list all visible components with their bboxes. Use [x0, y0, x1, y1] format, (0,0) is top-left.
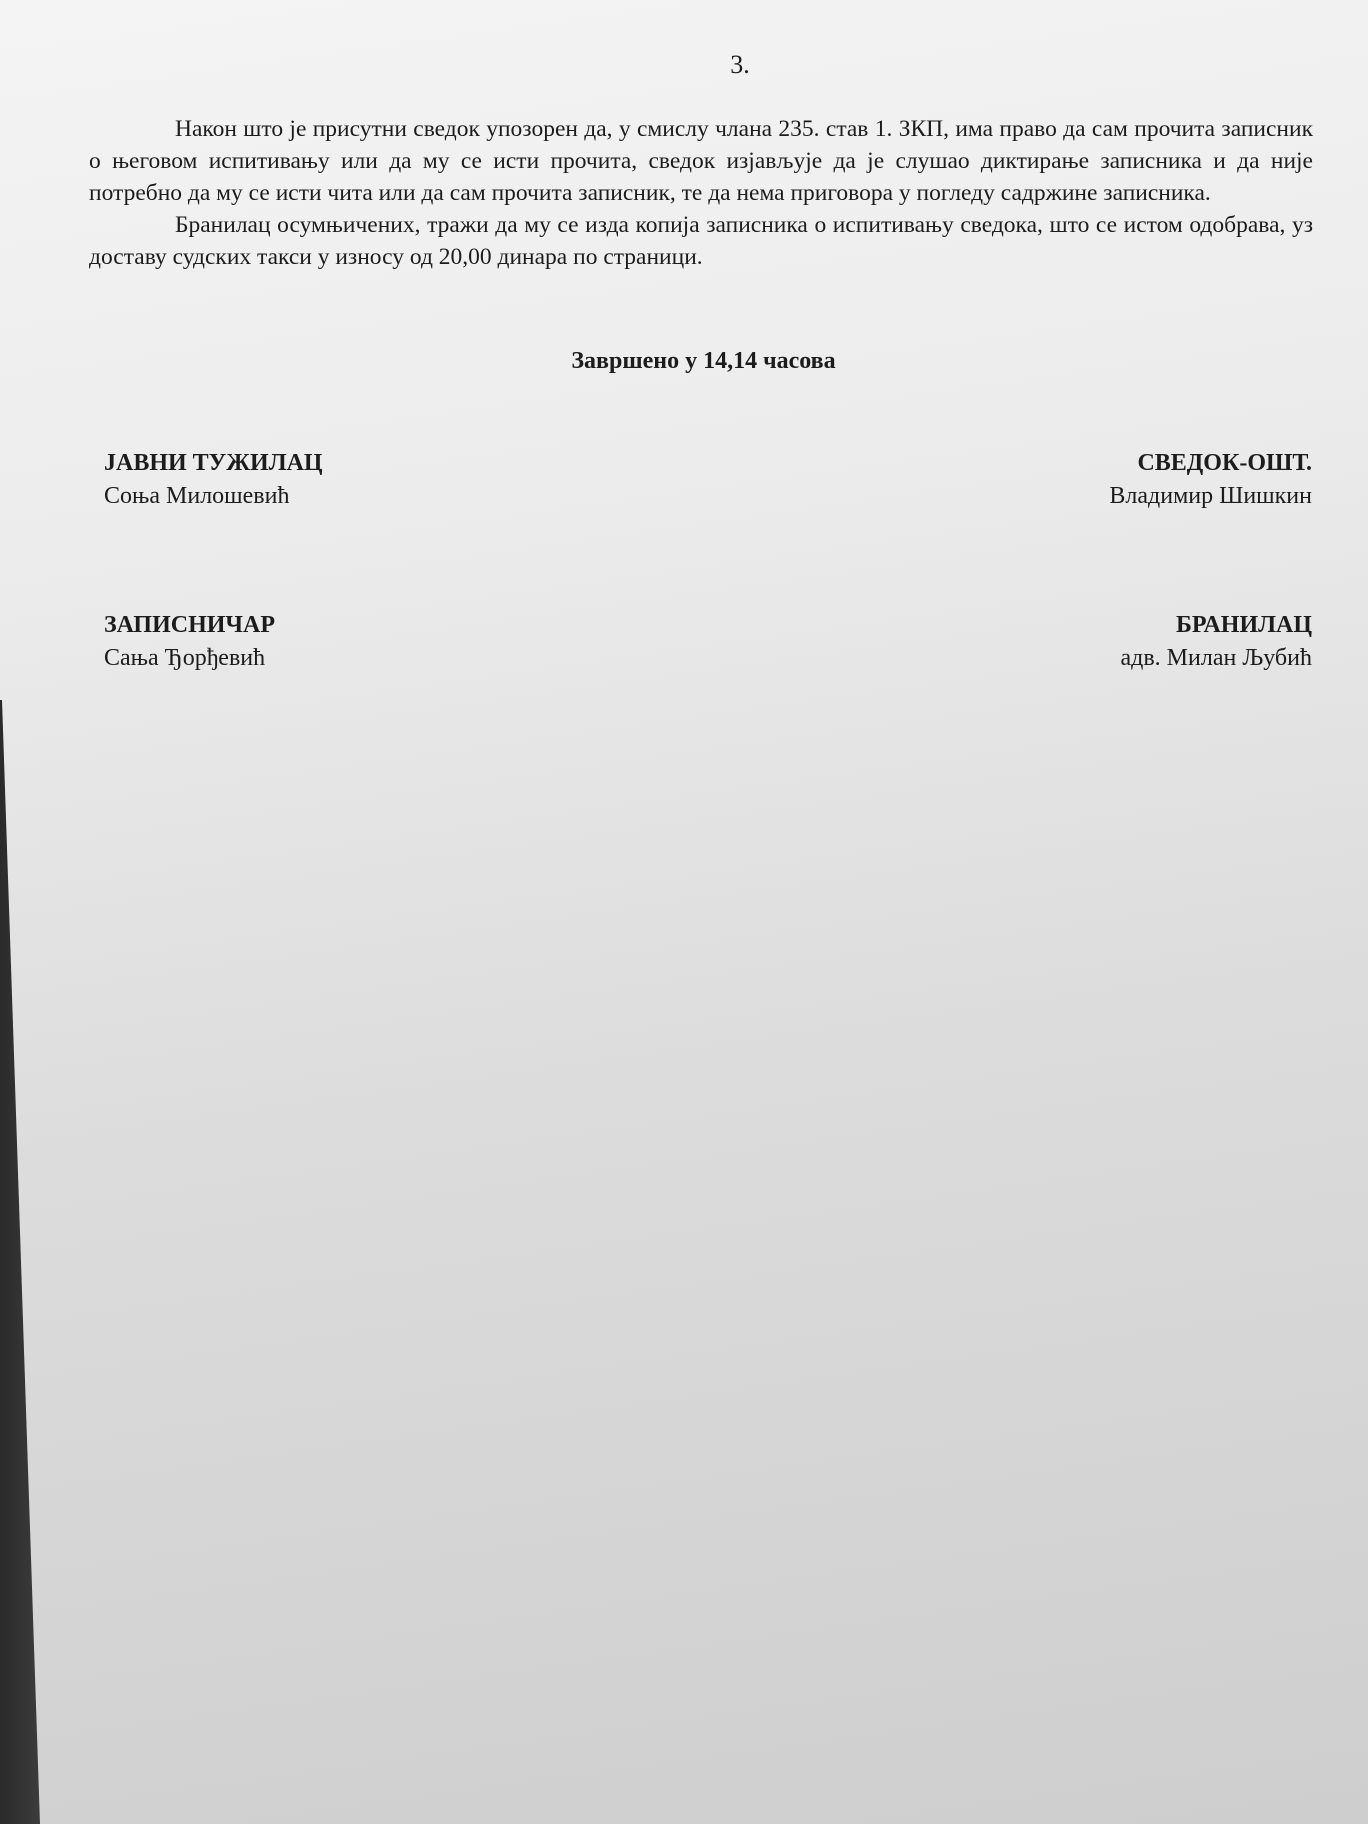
page-number: 3.: [730, 50, 750, 79]
signature-role: СВЕДОК-ОШТ.: [1137, 450, 1312, 476]
paragraph-defense-request: Бранилац осумњичених, тражи да му се изда копија записника о испитивању сведока, што се истом одобрава, уз доставу судских такси у износу од 20,00 динара по страници.: [89, 212, 1313, 270]
signature-name: Владимир Шишкин: [1109, 483, 1312, 509]
signature-name: Соња Милошевић: [104, 483, 290, 509]
signature-name: Сања Ђорђевић: [104, 645, 266, 671]
record-body: [89, 113, 1313, 273]
completion-time: Завршено у 14,14 часова: [571, 348, 836, 374]
signature-role: ЗАПИСНИЧАР: [104, 612, 276, 638]
signature-role: БРАНИЛАЦ: [1175, 612, 1312, 638]
signature-defense: [1120, 609, 1312, 675]
paragraph-witness-notice: Након што је присутни сведок упозорен да, у смислу члана 235. став 1. ЗКП, има право да сам прочита записник о његовом испитивању или да му се исти прочита, сведок изјављује да је слушао диктирање записника и да није потребно да му се исти чита или да сам прочита записник, те да нема приговора у погледу садржине записника.: [89, 116, 1313, 206]
signature-prosecutor: [104, 447, 323, 513]
signature-role: ЈАВНИ ТУЖИЛАЦ: [104, 450, 323, 476]
signature-recorder: [104, 609, 275, 675]
signature-name: адв. Милан Љубић: [1120, 645, 1312, 671]
signature-witness: [1109, 447, 1312, 513]
